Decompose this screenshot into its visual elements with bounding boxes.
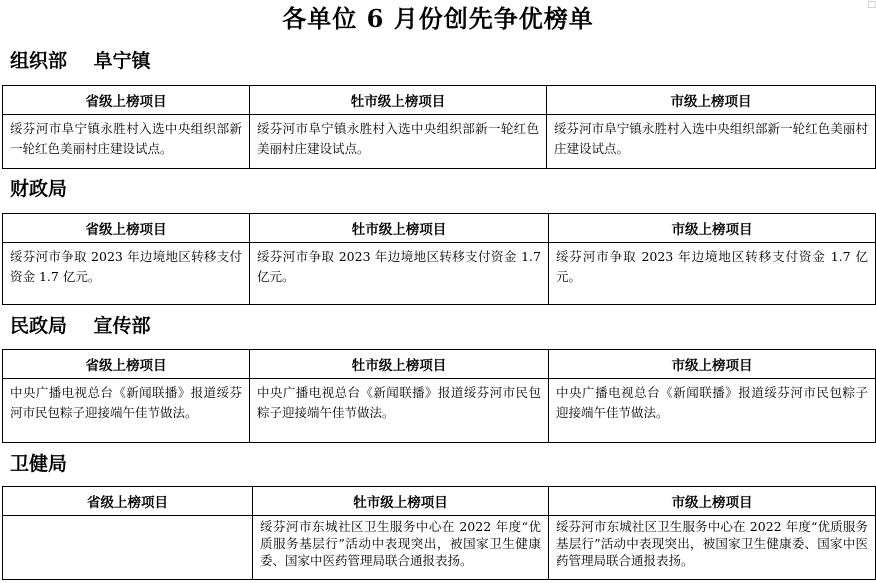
column-header-mudanjiang: 牡市级上榜项目 <box>250 214 549 243</box>
table-cell: 中央广播电视总台《新闻联播》报道绥芬河市民包粽子迎接端午佳节做法。 <box>3 379 250 443</box>
table-cell: 绥芬河市阜宁镇永胜村入选中央组织部新一轮红色美丽村庄建设试点。 <box>547 115 876 169</box>
table-cell: 绥芬河市阜宁镇永胜村入选中央组织部新一轮红色美丽村庄建设试点。 <box>3 115 250 169</box>
table-cell: 中央广播电视总台《新闻联播》报道绥芬河市民包粽子迎接端午佳节做法。 <box>549 379 876 443</box>
section-table <box>2 213 876 305</box>
table-cell <box>3 516 253 580</box>
section-table <box>2 486 876 580</box>
section-heading: 组织部 阜宁镇 <box>10 50 151 72</box>
table-cell: 绥芬河市争取 2023 年边境地区转移支付资金 1.7 亿元。 <box>250 243 549 305</box>
column-header-mudanjiang: 牡市级上榜项目 <box>253 487 549 516</box>
section-heading: 卫健局 <box>10 453 68 475</box>
column-header-city: 市级上榜项目 <box>549 214 876 243</box>
page-title: 各单位 6 月份创先争优榜单 <box>282 4 594 33</box>
table-cell: 绥芬河市东城社区卫生服务中心在 2022 年度“优质服务基层行”活动中表现突出，被国家卫生健康委、国家中医药管理局联合通报表扬。 <box>253 516 549 580</box>
table-cell: 绥芬河市东城社区卫生服务中心在 2022 年度“优质服务基层行”活动中表现突出，被国家卫生健康委、国家中医药管理局联合通报表扬。 <box>549 516 876 580</box>
column-header-provincial: 省级上榜项目 <box>3 350 250 379</box>
table-cell: 绥芬河市争取 2023 年边境地区转移支付资金 1.7 亿元。 <box>3 243 250 305</box>
column-header-city: 市级上榜项目 <box>547 86 876 115</box>
corner-mark: □ <box>867 0 876 10</box>
table-cell: 绥芬河市阜宁镇永胜村入选中央组织部新一轮红色美丽村庄建设试点。 <box>250 115 547 169</box>
column-header-mudanjiang: 牡市级上榜项目 <box>250 350 549 379</box>
table-cell: 绥芬河市争取 2023 年边境地区转移支付资金 1.7 亿元。 <box>549 243 876 305</box>
section-table <box>2 85 876 169</box>
column-header-city: 市级上榜项目 <box>549 350 876 379</box>
column-header-mudanjiang: 牡市级上榜项目 <box>250 86 547 115</box>
column-header-city: 市级上榜项目 <box>549 487 876 516</box>
column-header-provincial: 省级上榜项目 <box>3 86 250 115</box>
column-header-provincial: 省级上榜项目 <box>3 487 253 516</box>
section-heading: 民政局 宣传部 <box>10 315 151 337</box>
section-table <box>2 349 876 443</box>
column-header-provincial: 省级上榜项目 <box>3 214 250 243</box>
table-cell: 中央广播电视总台《新闻联播》报道绥芬河市民包粽子迎接端午佳节做法。 <box>250 379 549 443</box>
section-heading: 财政局 <box>10 178 68 200</box>
